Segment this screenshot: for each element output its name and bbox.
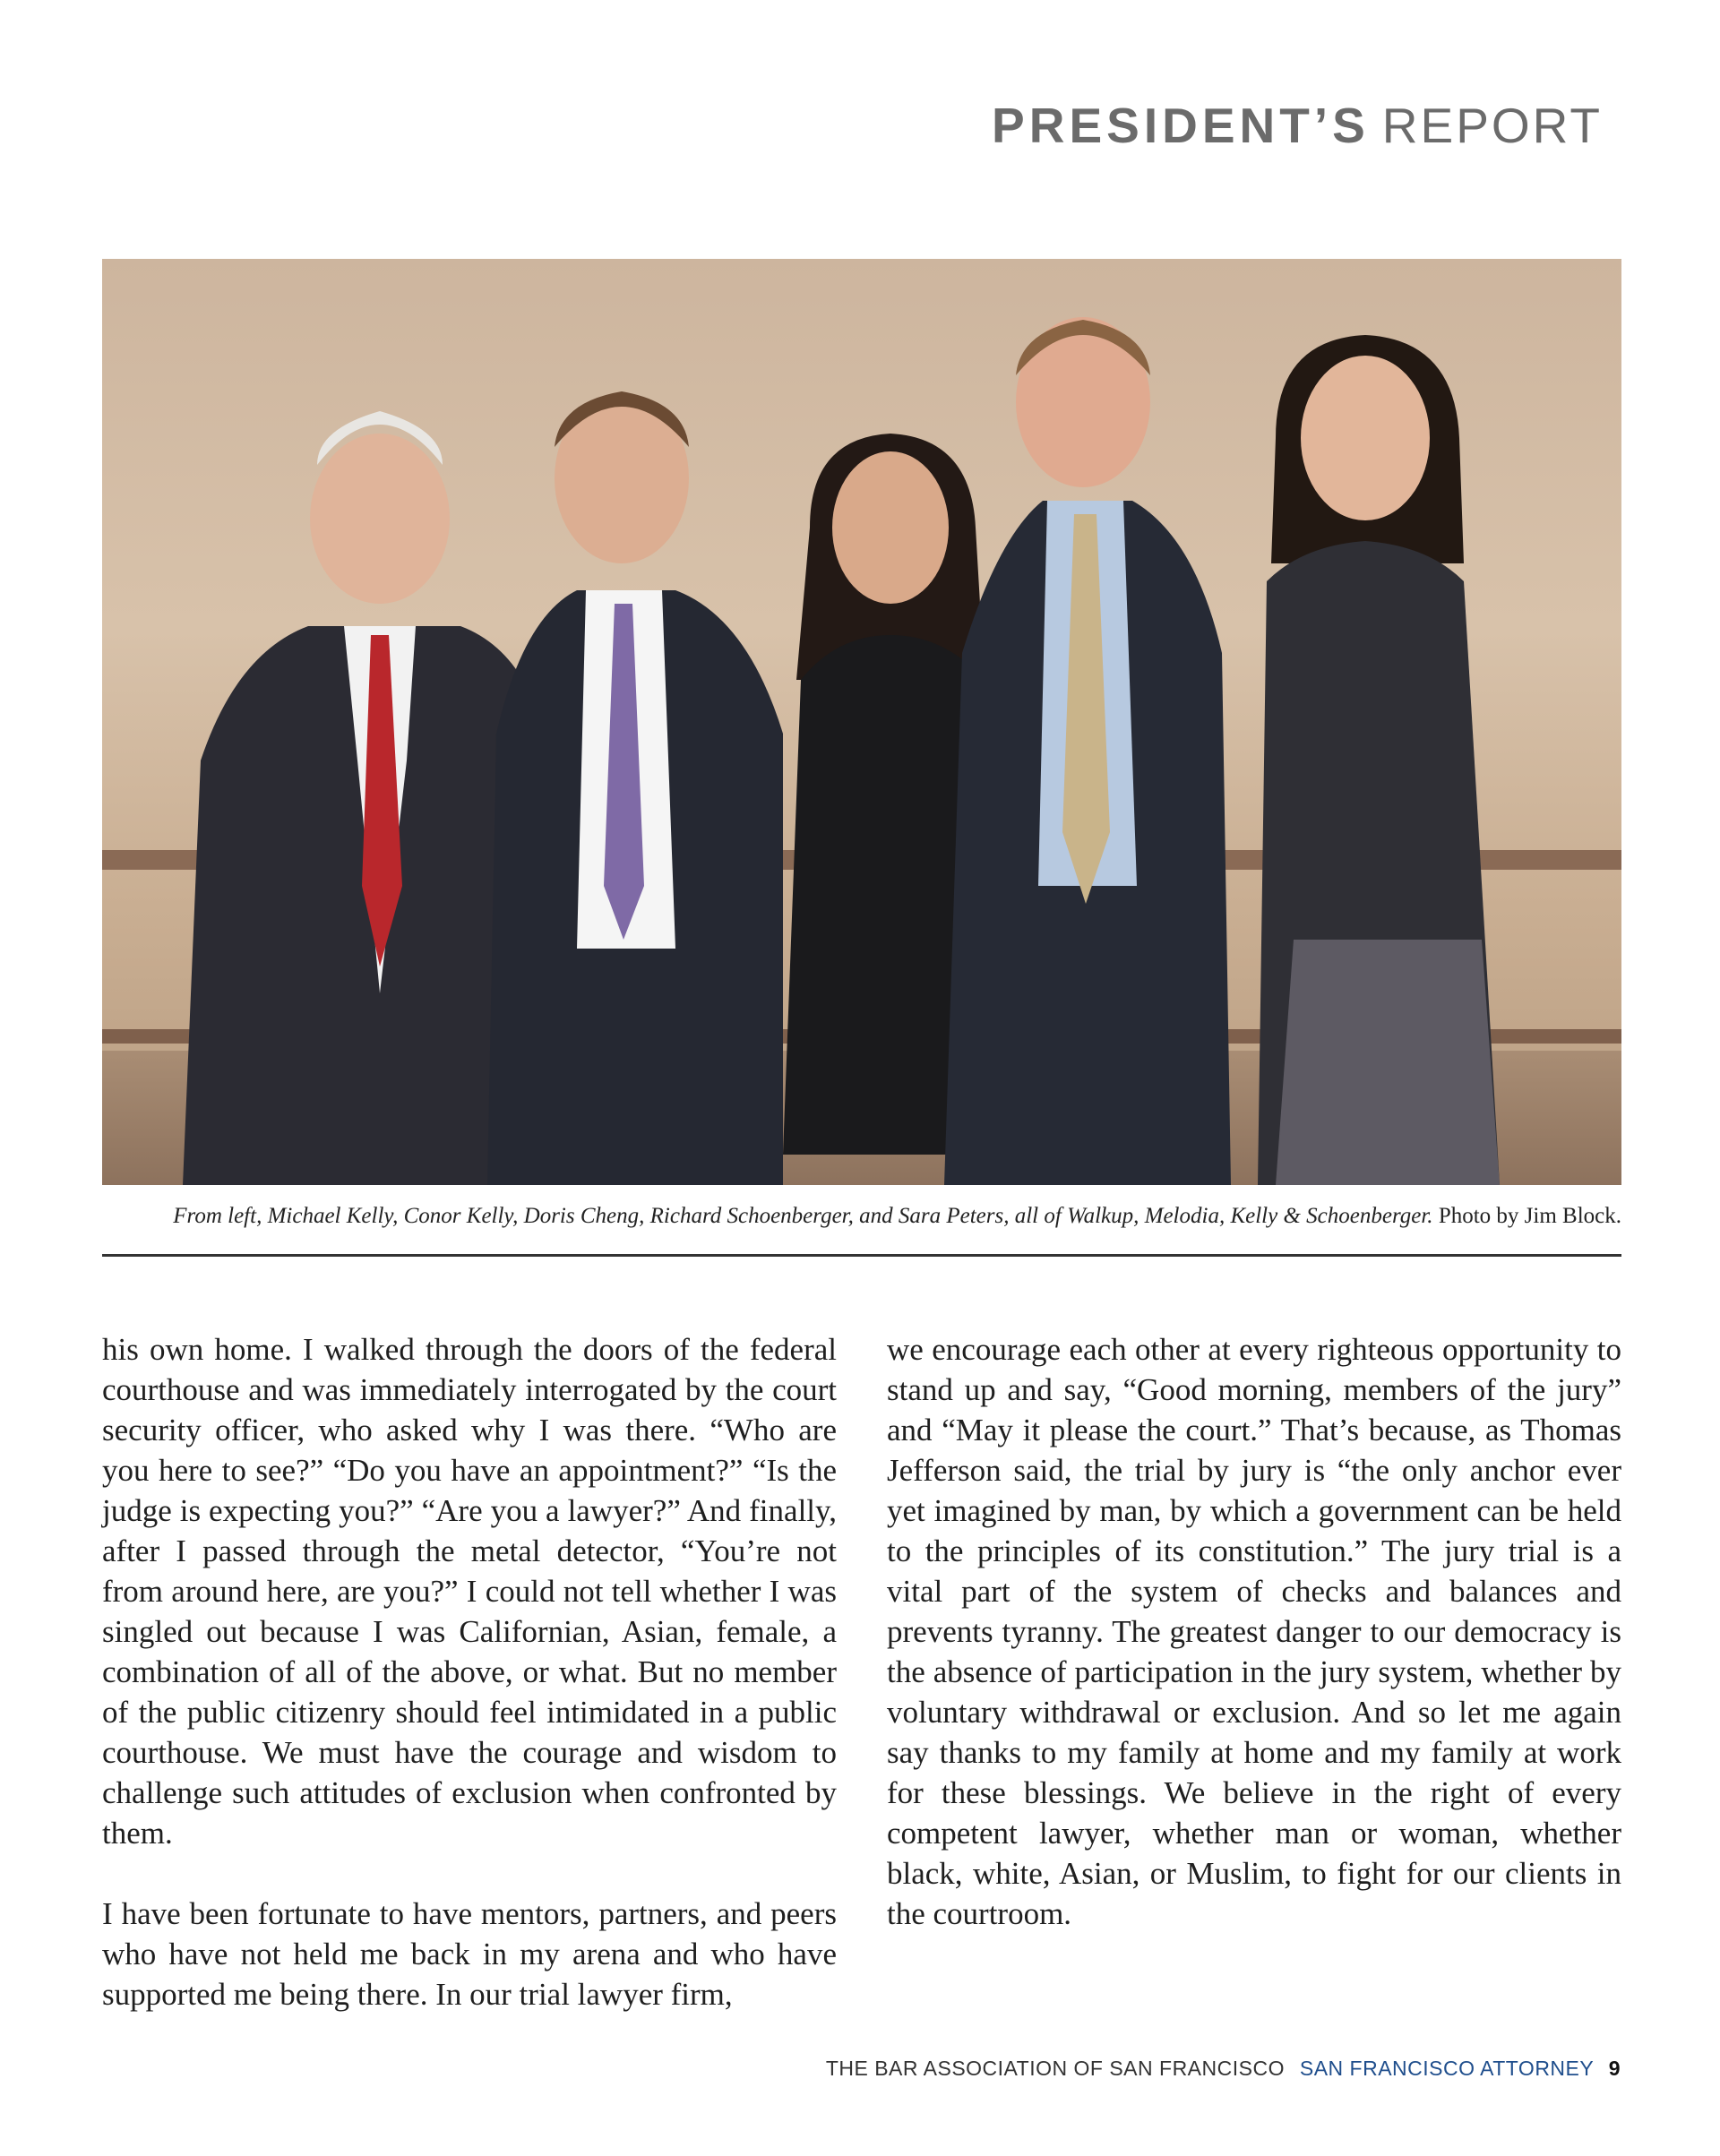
paragraph: his own home. I walked through the doors of the federal courthouse and was immediately interrogated by the court security officer, who asked why I was there. “Who are you here to see?” “Do you have an appointment?” “Is the judge is expecting you?” “Are you a lawyer?” And finally, after I passed through the metal detector, “You’re not from around here, are you?” I could not tell whether I was singled out because I was Californian, Asian, female, a combination of all of the above, or what. But no member of the public citizenry should feel intimidated in a public courthouse. We must have the courage and wisdom to challenge such attitudes of exclusion when confronted by them. — [102, 1332, 837, 1851]
paragraph: we encourage each other at every righteous opportunity to stand up and say, “Good morning, members of the jury” and “May it please the court.” That’s because, as Thomas Jefferson said, the trial by jury is “the only anchor ever yet imagined by man, by which a government can be held to the principles of its constitution.” The jury trial is a vital part of the system of checks and balances and prevents tyranny. The greatest danger to our democracy is the absence of participation in the jury system, whether by voluntary withdrawal or exclusion. And so let me again say thanks to my family at home and my family at work for these blessings. We believe in the right of every competent lawyer, whether man or woman, whether black, white, Asian, or Muslim, to fight for our clients in the courtroom. — [887, 1332, 1621, 1931]
caption-credit: Photo by Jim Block. — [1438, 1204, 1621, 1228]
article-column-left — [102, 1329, 837, 2014]
section-title — [992, 90, 1603, 161]
page-number: 9 — [1608, 2057, 1621, 2080]
people-silhouettes — [102, 259, 1621, 1185]
footer-publication: SAN FRANCISCO ATTORNEY — [1299, 2057, 1594, 2080]
person-2 — [487, 391, 783, 1185]
photo-caption — [102, 1204, 1621, 1229]
caption-names: From left, Michael Kelly, Conor Kelly, Doris Cheng, Richard Schoenberger, and Sara Peters, all of Walkup, Melodia, Kelly & Schoenberger. — [173, 1204, 1433, 1228]
section-title-bold: PRESIDENT’S — [992, 98, 1370, 153]
paragraph: I have been fortunate to have mentors, partners, and peers who have not held me back in my arena and who have supported me being there. In our trial lawyer firm, — [102, 1896, 837, 2012]
article-column-right — [887, 1329, 1621, 1934]
person-5 — [1258, 335, 1500, 1185]
section-title-light: REPORT — [1381, 98, 1603, 153]
page-footer — [826, 2057, 1621, 2081]
caption-divider — [102, 1254, 1621, 1257]
footer-org: THE BAR ASSOCIATION OF SAN FRANCISCO — [825, 2057, 1285, 2080]
person-4 — [944, 317, 1231, 1185]
group-photo — [102, 259, 1621, 1185]
